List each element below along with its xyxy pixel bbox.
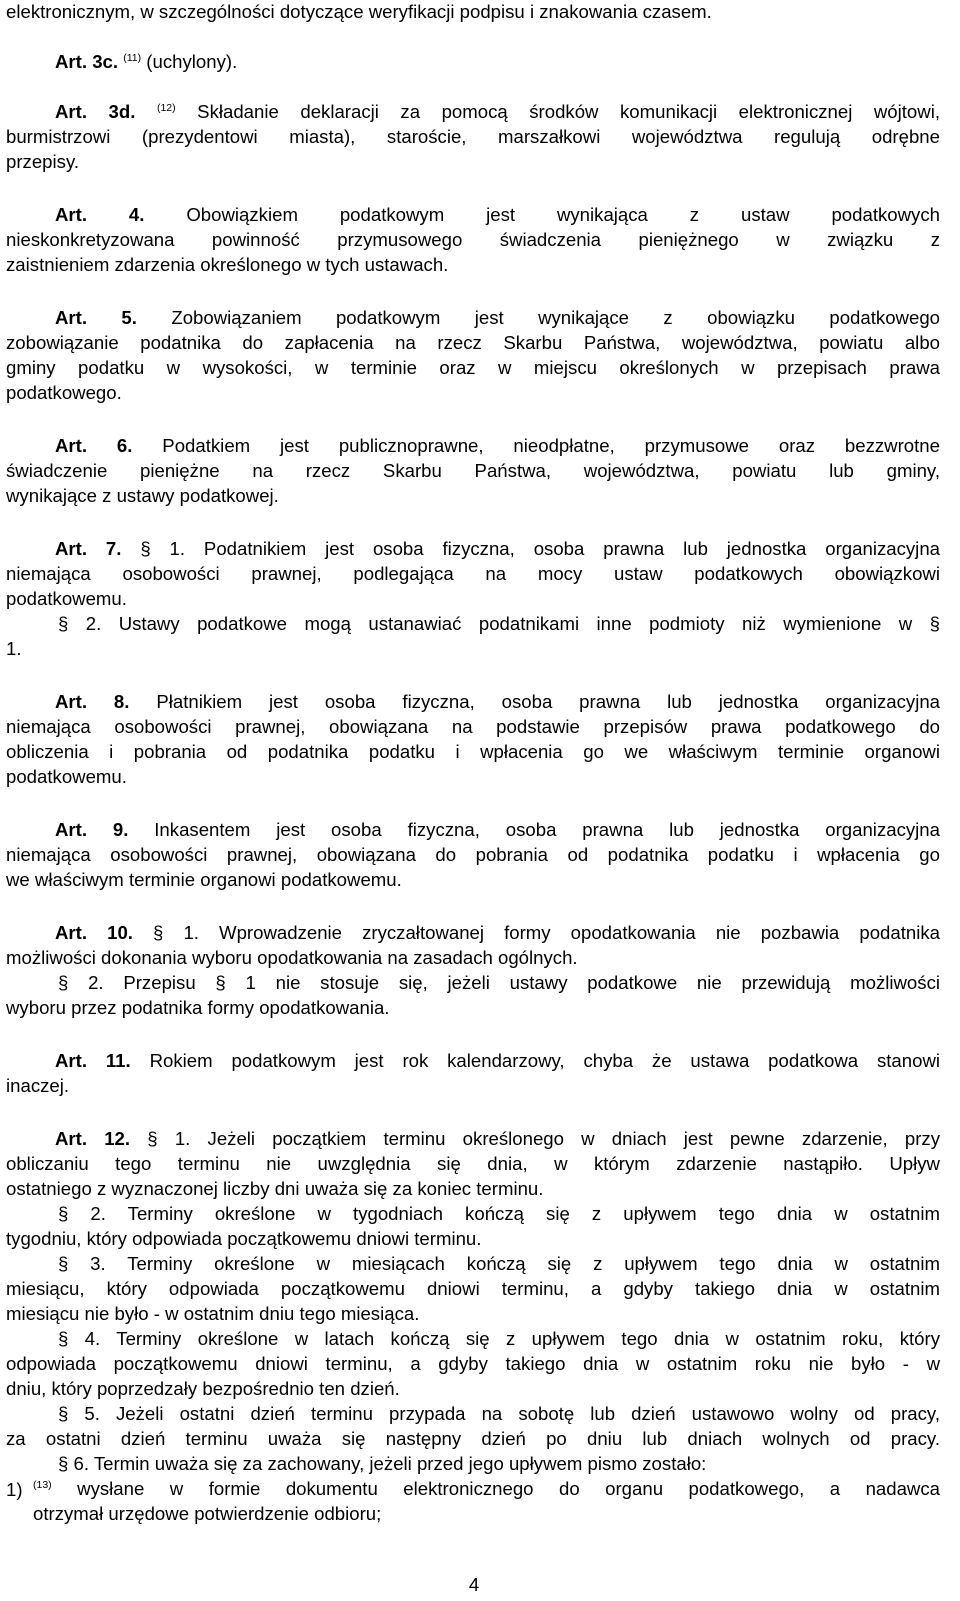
article-label: Art. 11. <box>55 1050 131 1071</box>
article-3c <box>55 50 940 75</box>
article-3d <box>55 100 940 125</box>
text-line: możliwości dokonania wyboru opodatkowania na zasadach ogólnych. <box>6 947 578 968</box>
text-line: wyboru przez podatnika formy opodatkowania. <box>6 997 390 1018</box>
text-line: za ostatni dzień terminu uważa się następny dzień po dniu lub dniach wolnych od pracy. <box>6 1428 940 1449</box>
article-label: Art. 9. <box>55 819 129 840</box>
text-line: niemająca osobowości prawnej, obowiązana do pobrania od podatnika podatku i wpłacenia go <box>6 844 940 865</box>
article-text: § 1. Jeżeli początkiem terminu określonego w dniach jest pewne zdarzenie, przy <box>147 1128 940 1149</box>
article-4 <box>55 203 940 228</box>
text-line: otrzymał urzędowe potwierdzenie odbioru; <box>33 1503 382 1524</box>
list-item-text: wysłane w formie dokumentu elektronicznego do organu podatkowego, a nadawca <box>77 1478 940 1499</box>
article-9 <box>55 818 940 843</box>
article-text: Rokiem podatkowym jest rok kalendarzowy, chyba że ustawa podatkowa stanowi <box>149 1050 940 1071</box>
text-line: we właściwym terminie organowi podatkowemu. <box>6 869 402 890</box>
article-7 <box>55 537 940 562</box>
footnote-ref: (13) <box>33 1479 52 1491</box>
text-line: § 3. Terminy określone w miesiącach kończą się z upływem tego dnia w ostatnim <box>58 1253 940 1274</box>
text-line: 1. <box>6 638 22 659</box>
footnote-ref: (12) <box>156 102 176 114</box>
text-line: podatkowego. <box>6 382 122 403</box>
text-line: podatkowemu. <box>6 766 127 787</box>
article-label: Art. 4. <box>55 204 145 225</box>
article-text: Zobowiązaniem podatkowym jest wynikające z obowiązku podatkowego <box>171 307 940 328</box>
text-line: niemająca osobowości prawnej, podlegająca na mocy ustaw podatkowych obowiązkowi <box>6 563 940 584</box>
text-line: ostatniego z wyznaczonej liczby dni uważa się za koniec terminu. <box>6 1178 544 1199</box>
text-line: miesiącu, który odpowiada początkowemu dniowi terminu, a gdyby takiego dnia w ostatnim <box>6 1278 940 1299</box>
text-line: nieskonkretyzowana powinność przymusowego świadczenia pieniężnego w związku z <box>6 229 940 250</box>
article-label: Art. 3c. <box>55 51 119 72</box>
text-line: § 4. Terminy określone w latach kończą się z upływem tego dnia w ostatnim roku, który <box>58 1328 940 1349</box>
text-line: zaistnieniem zdarzenia określonego w tych ustawach. <box>6 254 449 275</box>
text-line: obliczaniu tego terminu nie uwzględnia się dnia, w którym zdarzenie nastąpiło. Upływ <box>6 1153 940 1174</box>
text-line: świadczenie pieniężne na rzecz Skarbu Państwa, województwa, powiatu lub gminy, <box>6 460 940 481</box>
article-6 <box>55 434 940 459</box>
article-label: Art. 7. <box>55 538 122 559</box>
list-item <box>33 1477 940 1502</box>
article-text: Obowiązkiem podatkowym jest wynikająca z ustaw podatkowych <box>186 204 940 225</box>
text-line: tygodniu, który odpowiada początkowemu dniowi terminu. <box>6 1228 482 1249</box>
text-line: odpowiada początkowemu dniowi terminu, a gdyby takiego dnia w ostatnim roku nie było - w <box>6 1353 940 1374</box>
text-line: elektronicznym, w szczególności dotyczące weryfikacji podpisu i znakowania czasem. <box>6 1 712 22</box>
text-line: § 2. Przepisu § 1 nie stosuje się, jeżeli ustawy podatkowe nie przewidują możliwości <box>58 972 940 993</box>
footnote-ref: (11) <box>123 52 142 64</box>
text-line: przepisy. <box>6 151 80 172</box>
article-label: Art. 8. <box>55 691 130 712</box>
text-line: wynikające z ustawy podatkowej. <box>6 485 279 506</box>
text-line: burmistrzowi (prezydentowi miasta), staroście, marszałkowi województwa regulują odrębne <box>6 126 940 147</box>
article-text: Płatnikiem jest osoba fizyczna, osoba prawna lub jednostka organizacyjna <box>156 691 941 712</box>
text-line: § 2. Ustawy podatkowe mogą ustanawiać podatnikami inne podmioty niż wymienione w § <box>58 613 940 634</box>
list-item-number: 1) <box>6 1479 23 1500</box>
article-11 <box>55 1049 940 1074</box>
text-line: miesiącu nie było - w ostatnim dniu tego miesiąca. <box>6 1303 420 1324</box>
article-label: Art. 10. <box>55 922 133 943</box>
text-line: podatkowemu. <box>6 588 127 609</box>
article-text: Inkasentem jest osoba fizyczna, osoba prawna lub jednostka organizacyjna <box>154 819 940 840</box>
text-line: § 6. Termin uważa się za zachowany, jeżeli przed jego upływem pismo zostało: <box>58 1453 707 1474</box>
article-12 <box>55 1127 940 1152</box>
article-text: (uchylony). <box>146 51 238 72</box>
article-text: § 1. Podatnikiem jest osoba fizyczna, osoba prawna lub jednostka organizacyjna <box>140 538 940 559</box>
page-number: 4 <box>468 1574 480 1595</box>
text-line: niemająca osobowości prawnej, obowiązana na podstawie przepisów prawa podatkowego do <box>6 716 940 737</box>
article-label: Art. 12. <box>55 1128 131 1149</box>
article-text: Podatkiem jest publicznoprawne, nieodpłatne, przymusowe oraz bezzwrotne <box>162 435 940 456</box>
text-line: zobowiązanie podatnika do zapłacenia na rzecz Skarbu Państwa, województwa, powiatu albo <box>6 332 940 353</box>
article-8 <box>55 690 940 715</box>
text-line: § 2. Terminy określone w tygodniach kończą się z upływem tego dnia w ostatnim <box>58 1203 940 1224</box>
article-10 <box>55 921 940 946</box>
text-line: inaczej. <box>6 1075 70 1096</box>
article-text: § 1. Wprowadzenie zryczałtowanej formy opodatkowania nie pozbawia podatnika <box>153 922 940 943</box>
article-label: Art. 5. <box>55 307 137 328</box>
article-text: Składanie deklaracji za pomocą środków komunikacji elektronicznej wójtowi, <box>197 101 941 122</box>
text-line: dniu, który poprzedzały bezpośrednio ten dzień. <box>6 1378 400 1399</box>
article-5 <box>55 306 940 331</box>
text-line: § 5. Jeżeli ostatni dzień terminu przypada na sobotę lub dzień ustawowo wolny od pracy, <box>58 1403 940 1424</box>
article-label: Art. 6. <box>55 435 133 456</box>
text-line: gminy podatku w wysokości, w terminie oraz w miejscu określonych w przepisach prawa <box>6 357 940 378</box>
article-label: Art. 3d. <box>55 101 136 122</box>
text-line: obliczenia i pobrania od podatnika podatku i wpłacenia go we właściwym terminie organowi <box>6 741 940 762</box>
